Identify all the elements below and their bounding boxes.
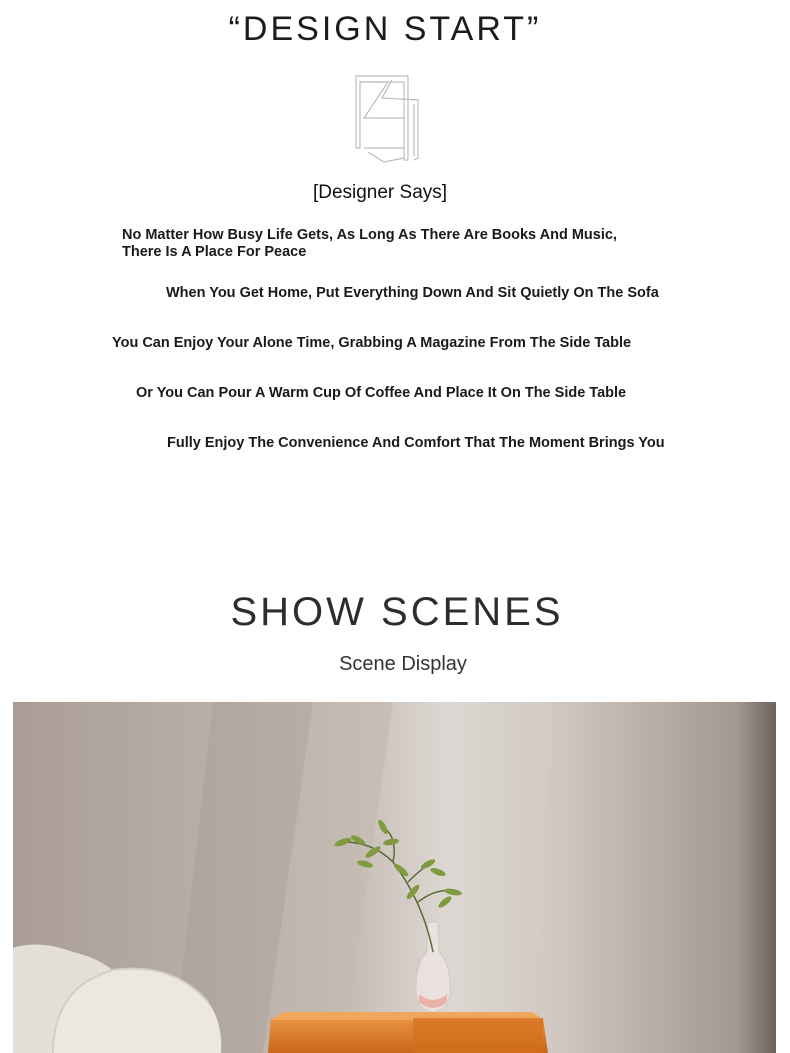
side-table-sketch-icon <box>344 70 428 165</box>
quote-line: No Matter How Busy Life Gets, As Long As There Are Books And Music, There Is A Place For Peace <box>122 227 617 260</box>
quote-line: Or You Can Pour A Warm Cup Of Coffee And Place It On The Side Table <box>136 385 627 401</box>
show-scenes-title: SHOW SCENES <box>230 590 564 634</box>
scene-photo <box>13 702 776 1053</box>
design-start-title: “DESIGN START” <box>228 10 542 48</box>
scene-display-subtitle: Scene Display <box>339 653 467 675</box>
designer-says-heading: [Designer Says] <box>312 182 448 203</box>
quote-line: You Can Enjoy Your Alone Time, Grabbing A Magazine From The Side Table <box>112 335 632 351</box>
scene-illustration <box>13 702 776 1053</box>
quote-line: When You Get Home, Put Everything Down And Sit Quietly On The Sofa <box>166 285 659 301</box>
quote-line: Fully Enjoy The Convenience And Comfort That The Moment Brings You <box>167 435 665 451</box>
